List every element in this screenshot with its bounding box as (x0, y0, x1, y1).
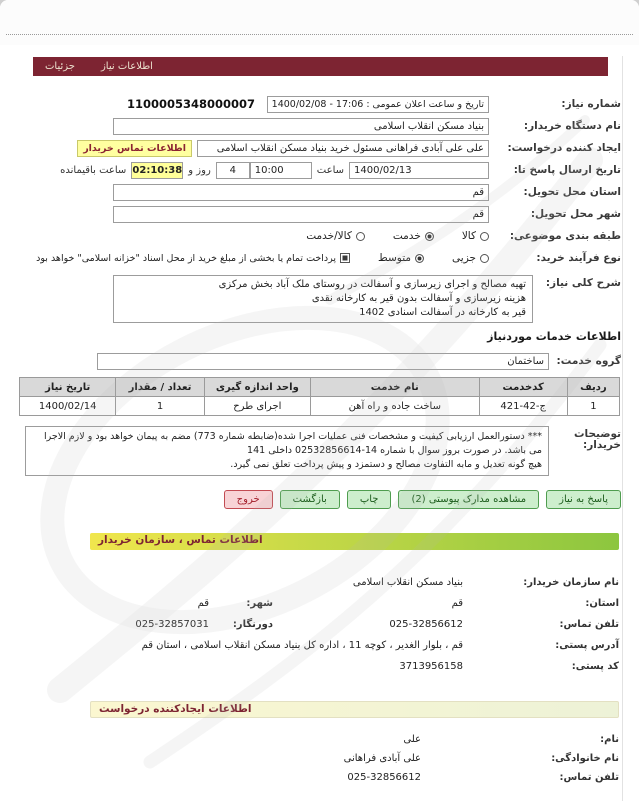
service-group-row (0, 350, 639, 372)
category-option-goods-label: کالا (461, 230, 476, 242)
creator-last-name-value: علی آبادی فراهانی (343, 753, 421, 764)
radio-unselected-icon (356, 232, 365, 241)
address-row (0, 635, 639, 656)
buyer-notes-line: *** دستورالعمل ارزیابی کیفیت و مشخصات فنی عملیات اجرا شده(ضابطه شماره 773) مضم به پیمان خواهد بود و لازم الاجرا (43, 431, 542, 442)
creator-last-name-row (0, 749, 639, 768)
delivery-province-label: استان محل تحویل: (523, 185, 621, 198)
services-section-title: اطلاعات خدمات موردنیاز (487, 330, 621, 343)
buyer-notes-line: می باشد. در صورت بروز سوال با شماره 14-02532856614 داخلی 141 (247, 445, 542, 456)
buyer-org-field[interactable]: بنیاد مسکن انقلاب اسلامی (113, 118, 489, 135)
phone-fax-row (0, 614, 639, 635)
service-group-field[interactable]: ساختمان (97, 353, 549, 370)
service-table-row (20, 397, 620, 416)
postal-code-value: 3713956158 (399, 661, 463, 672)
address-label: آدرس پستی: (555, 640, 619, 651)
fax-label: دورنگار: (232, 619, 273, 630)
creator-first-name-value: علی (403, 734, 421, 745)
buyer-contact-link[interactable]: اطلاعات تماس خریدار (77, 140, 192, 157)
respond-to-need-button[interactable]: پاسخ به نیاز (546, 490, 621, 509)
buyer-notes-line: هیچ گونه تعدیل و مابه التفاوت مصالح و دستمزد و پیش پرداخت تعلق نمی گیرد. (230, 459, 542, 470)
tab-need-info[interactable]: اطلاعات نیاز (100, 61, 153, 72)
remaining-days-box: 4 (216, 162, 250, 179)
buyer-contact-section-title: اطلاعات تماس ، سازمان خریدار (98, 534, 263, 546)
creator-phone-label: تلفن تماس: (559, 772, 619, 783)
process-type-row (0, 247, 639, 269)
creator-info (0, 730, 639, 787)
postal-code-label: کد پستی: (571, 661, 619, 672)
buyer-org-label: نام دستگاه خریدار: (523, 119, 621, 132)
remaining-label: ساعت باقیمانده (60, 164, 127, 176)
need-description-line: قیر به کارخانه در آسفالت اسنادی 1402 (359, 307, 526, 318)
delivery-city-label: شهر محل تحویل: (530, 207, 621, 220)
deadline-time-field[interactable]: 10:00 (250, 162, 312, 179)
payment-checkbox-checked[interactable] (340, 253, 350, 263)
services-table-wrap (0, 377, 639, 416)
action-buttons (0, 490, 639, 509)
days-unit-label: روز و (188, 164, 211, 176)
cell-service-name: ساخت جاده و راه آهن (311, 397, 480, 416)
cell-row-number: 1 (567, 397, 619, 416)
category-label: طبقه بندی موضوعی: (509, 229, 621, 242)
cell-need-date: 1400/02/14 (20, 397, 116, 416)
province-city-row (0, 593, 639, 614)
buyer-contact-info (0, 572, 639, 677)
category-row (0, 225, 639, 247)
postal-code-row (0, 656, 639, 677)
city-value: قم (197, 598, 209, 609)
deadline-label: تاریخ ارسال پاسخ تا: (513, 163, 621, 176)
tab-details[interactable]: جزئیات (45, 61, 75, 72)
radio-selected-icon (415, 254, 424, 263)
radio-unselected-icon (480, 254, 489, 263)
print-button[interactable]: چاپ (347, 490, 392, 509)
creator-phone-row (0, 768, 639, 787)
province-label: استان: (585, 598, 619, 609)
need-description-field[interactable] (113, 275, 533, 323)
need-description-row (0, 275, 639, 323)
need-number-row (0, 93, 639, 115)
need-description-label: شرح کلی نیاز: (545, 277, 621, 289)
col-service-name: نام خدمت (311, 378, 480, 397)
col-quantity: تعداد / مقدار (116, 378, 204, 397)
delivery-city-row (0, 203, 639, 225)
city-label: شهر: (246, 598, 273, 609)
creator-last-name-label: نام خانوادگی: (551, 753, 619, 764)
radio-selected-icon (425, 232, 434, 241)
category-option-goods-service[interactable] (306, 230, 365, 242)
province-value: قم (451, 598, 463, 609)
deadline-hour-label: ساعت (316, 164, 344, 176)
category-option-goods-service-label: کالا/خدمت (306, 230, 352, 242)
phone-label: تلفن تماس: (559, 619, 619, 630)
need-number-label: شماره نیاز: (561, 97, 621, 110)
right-page-border (622, 56, 623, 801)
process-option-medium[interactable] (378, 252, 424, 264)
dotted-divider (6, 34, 633, 35)
service-group-label: گروه خدمت: (556, 354, 621, 367)
countdown-timer: 02:10:38 (131, 162, 183, 179)
phone-value: 025-32856612 (389, 619, 463, 630)
need-number-value: 1100005348000007 (126, 97, 255, 111)
delivery-province-row (0, 181, 639, 203)
process-option-minor-label: جزیی (452, 252, 476, 264)
need-description-line: تهیه مصالح و اجرای زیرسازی و آسفالت در روستای ملک آباد بخش مرکزی (218, 279, 526, 290)
tab-bar (33, 57, 608, 76)
top-strip (0, 0, 639, 45)
buyer-notes-row (0, 426, 639, 476)
radio-unselected-icon (480, 232, 489, 241)
org-name-row (0, 572, 639, 593)
fax-value: 025-32857031 (135, 619, 209, 630)
requester-field[interactable]: علی علی آبادی فراهانی مسئول خرید بنیاد مسکن انقلاب اسلامی (197, 140, 489, 157)
creator-first-name-row (0, 730, 639, 749)
back-button[interactable]: بازگشت (280, 490, 340, 509)
deadline-date-field[interactable]: 1400/02/13 (349, 162, 489, 179)
address-value: قم ، بلوار الغدیر ، کوچه 11 ، اداره کل بنیاد مسکن انقلاب اسلامی ، استان قم (141, 640, 463, 651)
process-option-medium-label: متوسط (378, 252, 412, 264)
payment-note: پرداخت تمام یا بخشی از مبلغ خرید از محل اسناد "خزانه اسلامی" خواهد بود (36, 252, 337, 264)
need-description-line: هزینه زیرسازی و آسفالت بدون قیر به کارخانه نقدی (311, 293, 526, 304)
org-name-label: نام سازمان خریدار: (523, 577, 619, 588)
cell-unit: اجرای طرح (204, 397, 310, 416)
buyer-contact-section-bar (90, 533, 619, 550)
services-table (19, 377, 620, 416)
deadline-row (0, 159, 639, 181)
cell-service-code: ج-42-421 (479, 397, 567, 416)
creator-first-name-label: نام: (600, 734, 619, 745)
view-attachments-button[interactable]: مشاهده مدارک پیوستی (2) (398, 490, 539, 509)
buyer-notes-label: توضیحات خریدار: (573, 428, 621, 451)
creator-phone-value: 025-32856612 (347, 772, 421, 783)
buyer-notes-field (25, 426, 549, 476)
delivery-city-field[interactable]: قم (113, 206, 489, 223)
process-type-label: نوع فرآیند خرید: (536, 251, 621, 264)
category-option-goods[interactable] (462, 230, 489, 242)
col-unit: واحد اندازه گیری (204, 378, 310, 397)
creator-section-bar (90, 701, 619, 718)
category-option-service[interactable] (393, 230, 434, 242)
requester-label: ایجاد کننده درخواست: (507, 141, 621, 154)
services-table-header-row (20, 378, 620, 397)
creator-section-title: اطلاعات ایجادکننده درخواست (99, 703, 252, 715)
category-option-service-label: خدمت (392, 230, 421, 242)
col-service-code: کدخدمت (479, 378, 567, 397)
need-form (0, 93, 639, 509)
exit-button[interactable]: خروج (224, 490, 273, 509)
org-name-value: بنیاد مسکن انقلاب اسلامی (352, 577, 463, 588)
col-need-date: تاریخ نیاز (20, 378, 116, 397)
requester-row (0, 137, 639, 159)
process-option-minor[interactable] (452, 252, 489, 264)
cell-quantity: 1 (116, 397, 204, 416)
announce-datetime-box: تاریخ و ساعت اعلان عمومی : 17:06 - 1400/02/08 (267, 96, 489, 113)
col-row-number: ردیف (567, 378, 619, 397)
delivery-province-field[interactable]: قم (113, 184, 489, 201)
buyer-org-row (0, 115, 639, 137)
